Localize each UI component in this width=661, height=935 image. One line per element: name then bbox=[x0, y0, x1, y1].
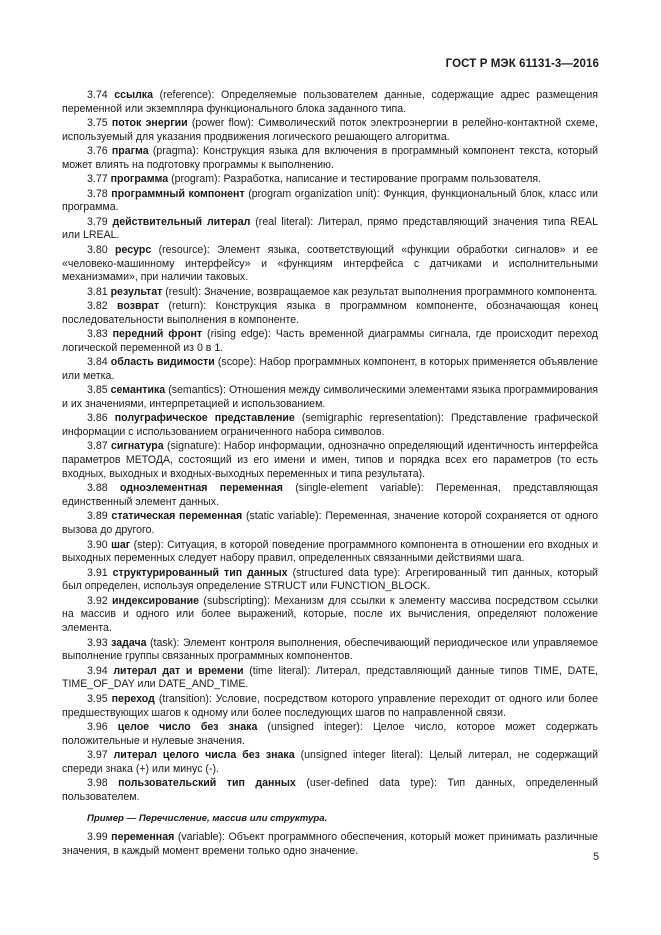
example-note: Пример — Перечисление, массив или структура. bbox=[87, 812, 328, 824]
entry-english: (step): bbox=[133, 538, 164, 551]
entry-english: (unsigned integer literal): bbox=[300, 748, 424, 761]
entry-number: 3.98 bbox=[87, 777, 108, 790]
definition-entry bbox=[62, 117, 598, 145]
entry-text: Элемент контроля выполнения, обеспечивающий периодическое или управляемое выполнение группы связанных программных компонентов. bbox=[62, 636, 598, 663]
definitions-list bbox=[62, 89, 598, 805]
standard-header: ГОСТ Р МЭК 61131-3—2016 bbox=[445, 58, 599, 70]
entry-term: статическая переменная bbox=[111, 510, 243, 523]
entry-term: шаг bbox=[111, 538, 131, 551]
definition-entry bbox=[62, 749, 598, 777]
entry-english: (task): bbox=[150, 636, 180, 649]
entry-number: 3.93 bbox=[87, 636, 108, 649]
entry-english: (static variable): bbox=[245, 510, 322, 523]
entry-text: Функция, функциональный блок, класс или программа. bbox=[62, 187, 598, 214]
entry-text: Определяемые пользователем данные, содержащие адрес размещения переменной или экземпляра функционального блока заданного типа. bbox=[62, 89, 598, 115]
entry-number: 3.74 bbox=[87, 89, 108, 101]
definition-entry bbox=[62, 539, 598, 567]
definition-entry bbox=[62, 286, 598, 300]
entry-text: Переменная, значение которой сохраняется от одного вызова до другого. bbox=[62, 510, 598, 537]
entry-number: 3.87 bbox=[87, 440, 108, 453]
entry-number: 3.89 bbox=[87, 510, 108, 523]
entry-english: (semantics): bbox=[168, 384, 226, 397]
entry-text: Набор программных компонент, в которых применяется объявление или метка. bbox=[62, 356, 598, 382]
entry-english: (scope): bbox=[217, 356, 257, 369]
entry-term: область видимости bbox=[110, 356, 215, 369]
entry-number: 3.82 bbox=[87, 299, 108, 312]
entry-number: 3.79 bbox=[87, 215, 108, 228]
entry-number: 3.80 bbox=[87, 243, 108, 256]
definition-entry bbox=[62, 244, 598, 285]
entry-term: одноэлементная переменная bbox=[119, 482, 283, 495]
entry-term: ресурс bbox=[114, 243, 152, 256]
entry-number: 3.84 bbox=[87, 356, 108, 369]
entry-text: Литерал, представляющий данные типов TIME, DATE, TIME_OF_DAY или DATE_AND_TIME. bbox=[62, 664, 598, 691]
entry-term: возврат bbox=[117, 299, 160, 312]
definition-entry bbox=[62, 216, 598, 244]
entry-english: (result): bbox=[165, 285, 202, 298]
entry-text: Литерал, прямо представляющий значения типа REAL или LREAL. bbox=[62, 215, 598, 242]
entry-number: 3.99 bbox=[87, 831, 108, 844]
definition-entry bbox=[62, 145, 598, 173]
entry-number: 3.86 bbox=[87, 412, 108, 425]
entry-term: результат bbox=[110, 285, 163, 298]
entry-term: литерал дат и времени bbox=[113, 664, 244, 677]
entry-term: прагма bbox=[111, 145, 149, 158]
entry-term: полуграфическое представление bbox=[114, 412, 295, 425]
entry-term: целое число без знака bbox=[117, 720, 258, 733]
definition-entry bbox=[62, 173, 598, 187]
entry-text: Набор информации, однозначно определяющий идентичность интерфейса параметров МЕТОДА, состоящий из его имени и имен, типов и порядка всех его параметров (то есть входных, выходных и входных-выходных переменных и типа результата). bbox=[62, 440, 598, 481]
entry-text: Ситуация, в которой поведение программного компонента в отношении его входных и выходных переменных следует набору правил, определенных связанными действиями шага. bbox=[62, 538, 599, 565]
entry-text: Агрегированный тип данных, который был определен, используя определение STRUCT или FUNCTION_BLOCK. bbox=[62, 566, 598, 593]
entry-number: 3.90 bbox=[87, 538, 108, 551]
entry-number: 3.77 bbox=[87, 173, 108, 186]
entry-term: ссылка bbox=[114, 89, 153, 101]
entry-term: задача bbox=[111, 636, 147, 649]
entry-text: Разработка, написание и тестирование программ пользователя. bbox=[223, 173, 542, 186]
definition-entry bbox=[62, 412, 598, 440]
entry-text: Переменная, представляющая единственный элемент данных. bbox=[62, 482, 598, 509]
entry-number: 3.88 bbox=[87, 482, 108, 495]
entry-term: поток энергии bbox=[111, 117, 188, 130]
entry-number: 3.76 bbox=[87, 145, 108, 158]
entry-text: Значение, возвращаемое как результат выполнения программного компонента. bbox=[204, 285, 598, 298]
entry-english: (resource): bbox=[158, 243, 210, 256]
entry-term: переменная bbox=[111, 831, 175, 844]
definition-entry bbox=[62, 440, 598, 481]
entry-number: 3.96 bbox=[87, 720, 108, 733]
definition-entry bbox=[62, 482, 598, 510]
entry-text: Целое число, которое может содержать положительные и нулевые значения. bbox=[62, 720, 598, 747]
entry-english: (program): bbox=[171, 173, 221, 186]
entry-term: пользовательский тип данных bbox=[118, 777, 296, 790]
entry-number: 3.75 bbox=[87, 117, 108, 130]
entry-term: действительный литерал bbox=[112, 215, 251, 228]
entry-term: семантика bbox=[110, 384, 166, 397]
entry-english: (real literal): bbox=[255, 215, 314, 228]
entry-number: 3.97 bbox=[87, 748, 108, 761]
entry-text: Механизм для ссылки к элементу массива посредством ссылки на массив и одного или более выражений, которые, после их вычисления, определяют положение элемента. bbox=[62, 594, 598, 635]
entry-english: (variable): bbox=[177, 831, 225, 844]
definition-entry bbox=[62, 665, 598, 693]
entry-text: Часть временной диаграммы сигнала, где происходит переход логической переменной из 0 в 1. bbox=[62, 328, 598, 354]
definition-entry bbox=[62, 188, 598, 216]
entry-english: (user-defined data type): bbox=[306, 777, 437, 790]
entry-english: (power flow): bbox=[191, 117, 254, 130]
entry-term: программный компонент bbox=[111, 187, 245, 200]
entry-text: Объект программного обеспечения, который может принимать различные значения, в каждый момент времени только одно значение. bbox=[62, 831, 598, 858]
definition-entry bbox=[62, 300, 598, 328]
entry-number: 3.83 bbox=[87, 328, 108, 341]
entry-english: (rising edge): bbox=[207, 328, 271, 341]
entry-number: 3.94 bbox=[87, 664, 108, 677]
entry-english: (subscripting): bbox=[203, 594, 270, 607]
entry-number: 3.81 bbox=[87, 285, 108, 298]
entry-text: Тип данных, определенный пользователем. bbox=[62, 777, 598, 803]
definition-entry bbox=[62, 356, 598, 384]
entry-term: программа bbox=[110, 173, 169, 186]
definitions-body bbox=[62, 89, 598, 860]
entry-english: (reference): bbox=[159, 89, 215, 101]
entry-english: (signature): bbox=[166, 440, 221, 453]
definition-entry bbox=[62, 328, 598, 356]
definition-entry bbox=[62, 567, 598, 595]
definition-entry bbox=[62, 384, 598, 412]
entry-english: (unsigned integer): bbox=[267, 720, 363, 733]
entry-english: (structured data type): bbox=[292, 566, 401, 579]
entry-text: Конструкция языка для включения в программный компонент текста, который может влиять на подготовку программы к выполнению. bbox=[62, 145, 598, 171]
definition-entry bbox=[62, 721, 598, 749]
entry-number: 3.92 bbox=[87, 594, 108, 607]
entry-number: 3.91 bbox=[87, 566, 108, 579]
entry-english: (time literal): bbox=[249, 664, 311, 677]
entry-english: (program organization unit): bbox=[248, 187, 380, 200]
definition-entry bbox=[62, 777, 598, 805]
entry-text: Конструкция языка в программном компоненте, обозначающая конец последовательности выполнения в компоненте. bbox=[62, 299, 598, 326]
entry-english: (semigraphic representation): bbox=[301, 412, 444, 425]
entry-number: 3.95 bbox=[87, 692, 108, 705]
entry-term: переход bbox=[111, 692, 155, 705]
entry-term: индексирование bbox=[111, 594, 200, 607]
entry-text: Условие, посредством которого управление переходит от одного или более предшествующих шагов к одному или более последующих шагов по направленной связи. bbox=[62, 692, 599, 719]
entry-english: (return): bbox=[168, 299, 207, 312]
entry-number: 3.85 bbox=[87, 384, 108, 397]
entry-english: (single-element variable): bbox=[295, 482, 424, 495]
entry-term: структурированный тип данных bbox=[112, 566, 288, 579]
entry-text: Целый литерал, не содержащий спереди знака (+) или минус (-). bbox=[62, 748, 598, 775]
entry-text: Символический поток электроэнергии в релейно-контактной схеме, используемый для указания продвижения логического решающего алгоритма. bbox=[62, 117, 598, 143]
entry-term: передний фронт bbox=[112, 328, 203, 341]
definition-entry bbox=[62, 595, 598, 636]
definition-entry bbox=[62, 89, 598, 117]
entry-text: Представление графической информации с использованием ограниченного набора символов. bbox=[62, 412, 598, 439]
definition-entry bbox=[62, 510, 598, 538]
entry-text: Отношения между символическими элементами языка программирования и их значениями, интерпретацией и использованием. bbox=[62, 384, 599, 411]
entry-term: литерал целого числа без знака bbox=[113, 748, 295, 761]
page-number: 5 bbox=[593, 851, 599, 863]
entry-number: 3.78 bbox=[87, 187, 108, 200]
entry-english: (transition): bbox=[158, 692, 212, 705]
definition-entry bbox=[62, 637, 598, 665]
definition-entry bbox=[62, 693, 598, 721]
entry-text: Элемент языка, соответствующий «функции обработки сигналов» и ее «человеко-машинному интерфейсу» и «функциям интерфейса с датчиками и исполнительными механизмами», при наличии таковых. bbox=[62, 243, 598, 284]
entry-term: сигнатура bbox=[110, 440, 164, 453]
entry-english: (pragma): bbox=[152, 145, 199, 158]
definition-entry-3-99 bbox=[62, 831, 598, 859]
